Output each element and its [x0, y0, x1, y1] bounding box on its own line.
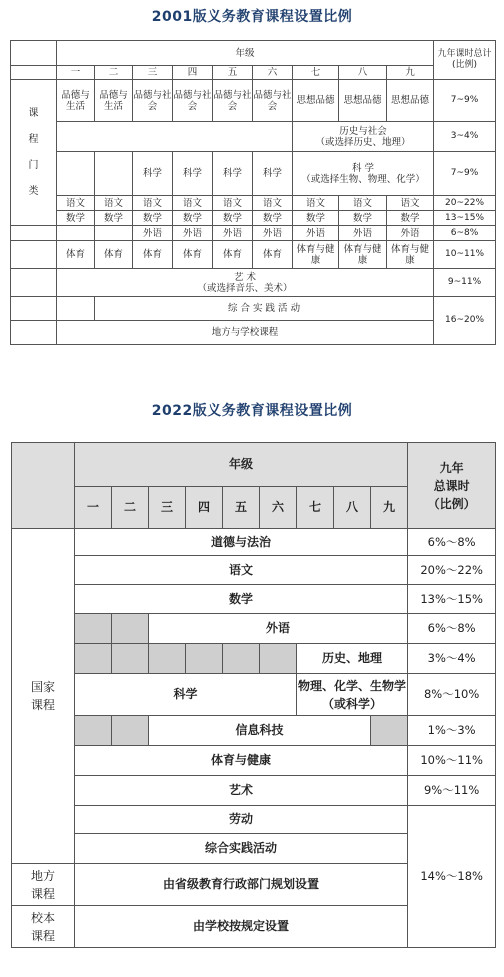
corner-cell [11, 41, 57, 66]
labor-cell: 劳动 [75, 806, 408, 834]
school-course-cell: 由学校按规定设置 [75, 906, 408, 948]
chinese-g5: 语文 [213, 196, 253, 211]
local-cell: 地方与学校课程 [57, 321, 434, 345]
pe-pct: 10~11% [434, 241, 496, 269]
gray-cell [260, 644, 297, 674]
gray-cell [186, 644, 223, 674]
grade-7: 七 [293, 66, 339, 80]
grade-4: 四 [186, 487, 223, 529]
science-pct: 8%～10% [408, 674, 496, 716]
grade-8: 八 [334, 487, 371, 529]
foreign-cell: 外语 [149, 614, 408, 644]
school-label: 校本 课程 [12, 906, 75, 948]
foreign-g8: 外语 [339, 226, 387, 241]
chinese-g4: 语文 [173, 196, 213, 211]
practice-pct: 16~20% [434, 297, 496, 345]
history-cell: 历史与社会 （或选择历史、地理） [293, 122, 434, 152]
math-g3: 数学 [133, 211, 173, 226]
grade-4: 四 [173, 66, 213, 80]
foreign-g5: 外语 [213, 226, 253, 241]
moral-g8: 思想品德 [339, 80, 387, 122]
history-pct: 3~4% [434, 122, 496, 152]
title-2022: 2022版义务教育课程设置比例 [151, 403, 353, 419]
chinese-g1: 语文 [57, 196, 95, 211]
grade-5: 五 [223, 487, 260, 529]
math-g9: 数学 [387, 211, 434, 226]
history-pct: 3%～4% [408, 644, 496, 674]
art-pct: 9~11% [434, 269, 496, 297]
grade-6: 六 [253, 66, 293, 80]
gray-cell [371, 716, 408, 746]
moral-g7: 思想品德 [293, 80, 339, 122]
pe-cell: 体育与健康 [75, 746, 408, 776]
grade-7: 七 [297, 487, 334, 529]
grade-1: 一 [57, 66, 95, 80]
foreign-g4: 外语 [173, 226, 213, 241]
pe-g5: 体育 [213, 241, 253, 269]
pe-g9: 体育与健康 [387, 241, 434, 269]
grade-1: 一 [75, 487, 112, 529]
moral-pct: 6%～8% [408, 529, 496, 556]
moral-g6: 品德与社会 [253, 80, 293, 122]
pe-g1: 体育 [57, 241, 95, 269]
moral-g5: 品德与社会 [213, 80, 253, 122]
science-g5: 科学 [213, 152, 253, 196]
grade-3: 三 [133, 66, 173, 80]
moral-g4: 品德与社会 [173, 80, 213, 122]
chinese-g6: 语文 [253, 196, 293, 211]
history-cell: 历史、地理 [297, 644, 408, 674]
grade-header: 年级 [57, 41, 434, 66]
chinese-g3: 语文 [133, 196, 173, 211]
math-pct: 13~15% [434, 211, 496, 226]
pe-g2: 体育 [95, 241, 133, 269]
math-g8: 数学 [339, 211, 387, 226]
foreign-g6: 外语 [253, 226, 293, 241]
practice-cell: 综 合 实 践 活 动 [95, 297, 434, 321]
chinese-pct: 20~22% [434, 196, 496, 211]
art-cell: 艺术 [75, 776, 408, 806]
science-g6: 科学 [253, 152, 293, 196]
foreign-g3: 外语 [133, 226, 173, 241]
gray-cell [112, 644, 149, 674]
chinese-g8: 语文 [339, 196, 387, 211]
pe-pct: 10%～11% [408, 746, 496, 776]
side-label: 课 程 门 类 [11, 80, 57, 226]
table-2022 [11, 442, 496, 948]
math-g7: 数学 [293, 211, 339, 226]
moral-cell: 道德与法治 [75, 529, 408, 556]
grade-9: 九 [387, 66, 434, 80]
math-g4: 数学 [173, 211, 213, 226]
moral-g1: 品德与生活 [57, 80, 95, 122]
math-g5: 数学 [213, 211, 253, 226]
math-g1: 数学 [57, 211, 95, 226]
gray-cell [75, 614, 112, 644]
chinese-g2: 语文 [95, 196, 133, 211]
science-cell: 科学 [75, 674, 297, 716]
math-pct: 13%～15% [408, 585, 496, 614]
grade-8: 八 [339, 66, 387, 80]
science-g3: 科学 [133, 152, 173, 196]
practice-cell: 综合实践活动 [75, 834, 408, 864]
it-cell: 信息科技 [149, 716, 371, 746]
foreign-pct: 6%～8% [408, 614, 496, 644]
grade-9: 九 [371, 487, 408, 529]
grade-2: 二 [95, 66, 133, 80]
moral-g9: 思想品德 [387, 80, 434, 122]
moral-g3: 品德与社会 [133, 80, 173, 122]
chinese-g7: 语文 [293, 196, 339, 211]
gray-cell [149, 644, 186, 674]
gray-cell [112, 716, 149, 746]
pe-g7: 体育与健康 [293, 241, 339, 269]
foreign-g7: 外语 [293, 226, 339, 241]
foreign-pct: 6~8% [434, 226, 496, 241]
gray-cell [223, 644, 260, 674]
gray-cell [112, 614, 149, 644]
pe-g4: 体育 [173, 241, 213, 269]
local-label: 地方 课程 [12, 864, 75, 906]
grade-header-2022: 年级 [75, 443, 408, 487]
moral-pct: 7~9% [434, 80, 496, 122]
moral-g2: 品德与生活 [95, 80, 133, 122]
title-2001: 2001版义务教育课程设置比例 [151, 9, 353, 25]
chinese-pct: 20%～22% [408, 556, 496, 585]
grade-3: 三 [149, 487, 186, 529]
grade-6: 六 [260, 487, 297, 529]
pe-g3: 体育 [133, 241, 173, 269]
foreign-g9: 外语 [387, 226, 434, 241]
rest-pct: 14%～18% [408, 806, 496, 948]
art-pct: 9%～11% [408, 776, 496, 806]
corner-cell-2022 [12, 443, 75, 529]
it-pct: 1%～3% [408, 716, 496, 746]
science-junior: 科 学 （或选择生物、物理、化学） [293, 152, 434, 196]
local-course-cell: 由省级教育行政部门规划设置 [75, 864, 408, 906]
math-cell: 数学 [75, 585, 408, 614]
hours-header-2022: 九年 总课时 （比例） [408, 443, 496, 529]
pe-g6: 体育 [253, 241, 293, 269]
gray-cell [75, 716, 112, 746]
table-2001 [10, 40, 496, 345]
hours-header: 九年课时总计(比例) [434, 41, 496, 80]
grade-2: 二 [112, 487, 149, 529]
art-cell: 艺 术 （或选择音乐、美术） [57, 269, 434, 297]
national-label: 国家 课程 [12, 529, 75, 864]
pe-g8: 体育与健康 [339, 241, 387, 269]
science-pct: 7~9% [434, 152, 496, 196]
science-g4: 科学 [173, 152, 213, 196]
science-junior-cell: 物理、化学、生物学（或科学） [297, 674, 408, 716]
grade-5: 五 [213, 66, 253, 80]
chinese-g9: 语文 [387, 196, 434, 211]
math-g6: 数学 [253, 211, 293, 226]
chinese-cell: 语文 [75, 556, 408, 585]
gray-cell [75, 644, 112, 674]
math-g2: 数学 [95, 211, 133, 226]
